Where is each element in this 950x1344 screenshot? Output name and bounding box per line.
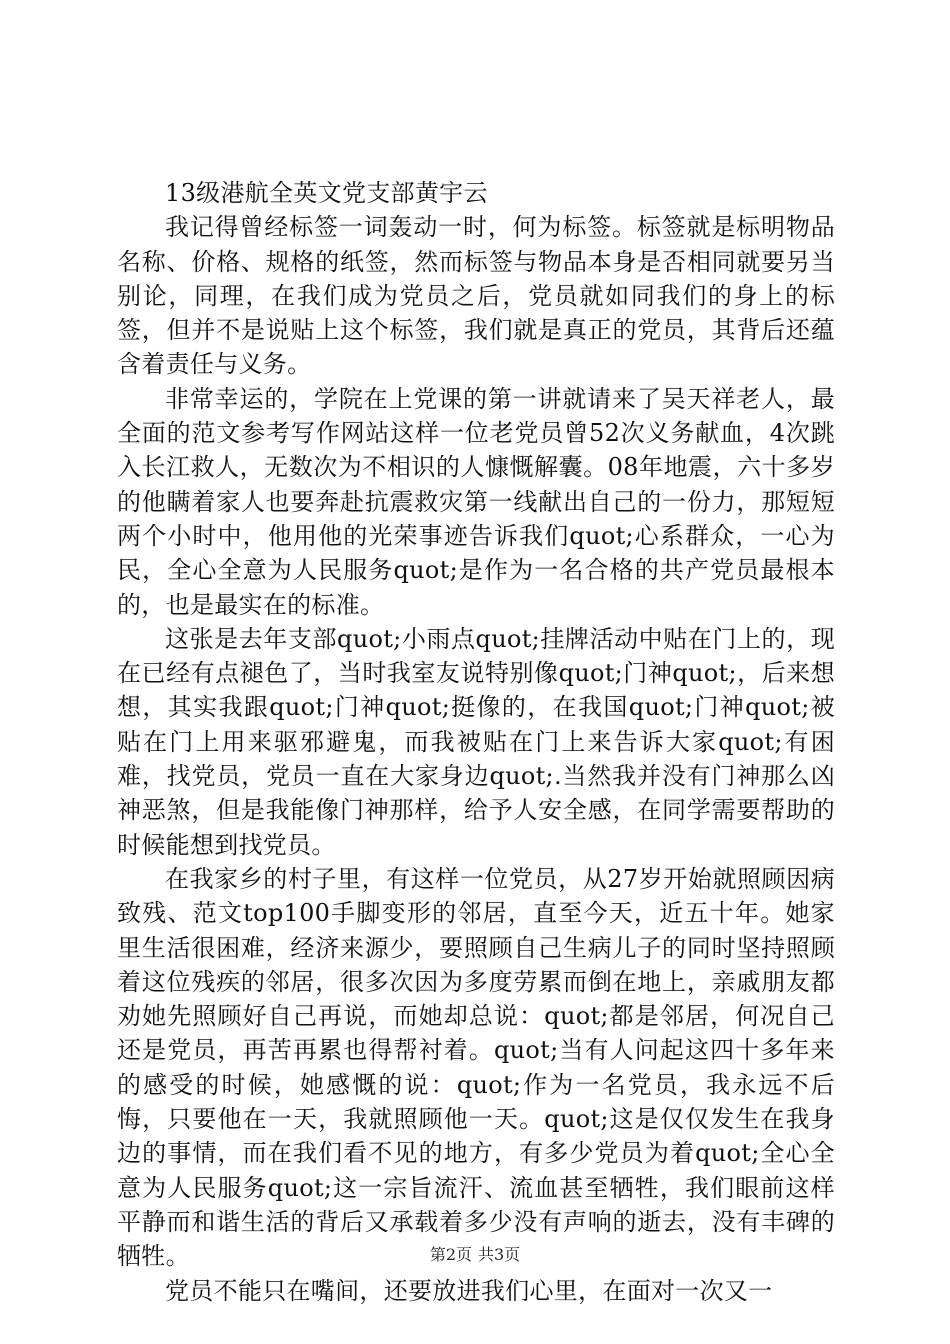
document-body	[117, 176, 835, 1308]
paragraph-label-metaphor: 我记得曾经标签一词轰动一时，何为标签。标签就是标明物品名称、价格、规格的纸签，然而标签与物品本身是否相同就要另当别论，同理，在我们成为党员之后，党员就如同我们的身上的标签，但并不是说贴上这个标签，我们就是真正的党员，其背后还蕴含着责任与义务。	[117, 213, 835, 379]
page-total: 共3页	[478, 1245, 521, 1264]
paragraph-door-god: 这张是去年支部quot;小雨点quot;挂牌活动中贴在门上的，现在已经有点褪色了，当时我室友说特别像quot;门神quot;，后来想想，其实我跟quot;门神quot;挺像的，在我国quot;门神quot;被贴在门上用来驱邪避鬼，而我被贴在门上来告诉大家quot;有困难，找党员，党员一直在大家身边quot;.当然我并没有门神那么凶神恶煞，但是我能像门神那样，给予人安全感，在同学需要帮助的时候能想到找党员。	[117, 624, 835, 859]
page-number: 第2页	[429, 1245, 472, 1264]
page-footer	[0, 1245, 950, 1265]
paragraph-wu-tianxiang: 非常幸运的，学院在上党课的第一讲就请来了吴天祥老人，最全面的范文参考写作网站这样一位老党员曾52次义务献血，4次跳入长江救人，无数次为不相识的人慷慨解囊。08年地震，六十多岁的他瞒着家人也要奔赴抗震救灾第一线献出自己的一份力，那短短两个小时中，他用他的光荣事迹告诉我们quot;心系群众，一心为民，全心全意为人民服务quot;是作为一名合格的共产党员最根本的，也是最实在的标准。	[117, 384, 835, 619]
paragraph-closing-fragment: 党员不能只在嘴间，还要放进我们心里，在面对一次又一	[165, 1276, 773, 1305]
paragraph-village-member: 在我家乡的村子里，有这样一位党员，从27岁开始就照顾因病致残、范文top100手脚变形的邻居，直至今天，近五十年。她家里生活很困难，经济来源少，要照顾自己生病儿子的同时坚持照顾着这位残疾的邻居，很多次因为多度劳累而倒在地上，亲戚朋友都劝她先照顾好自己再说，而她却总说：quot;都是邻居，何况自己还是党员，再苦再累也得帮衬着。quot;当有人问起这四十多年来的感受的时候，她感慨的说：quot;作为一名党员，我永远不后悔，只要他在一天，我就照顾他一天。quot;这是仅仅发生在我身边的事情，而在我们看不见的地方，有多少党员为着quot;全心全意为人民服务quot;这一宗旨流汗、流血甚至牺牲，我们眼前这样平静而和谐生活的背后又承载着多少没有声响的逝去，没有丰碑的牺牲。	[117, 864, 835, 1271]
author-line: 13级港航全英文党支部黄宇云	[165, 179, 488, 207]
